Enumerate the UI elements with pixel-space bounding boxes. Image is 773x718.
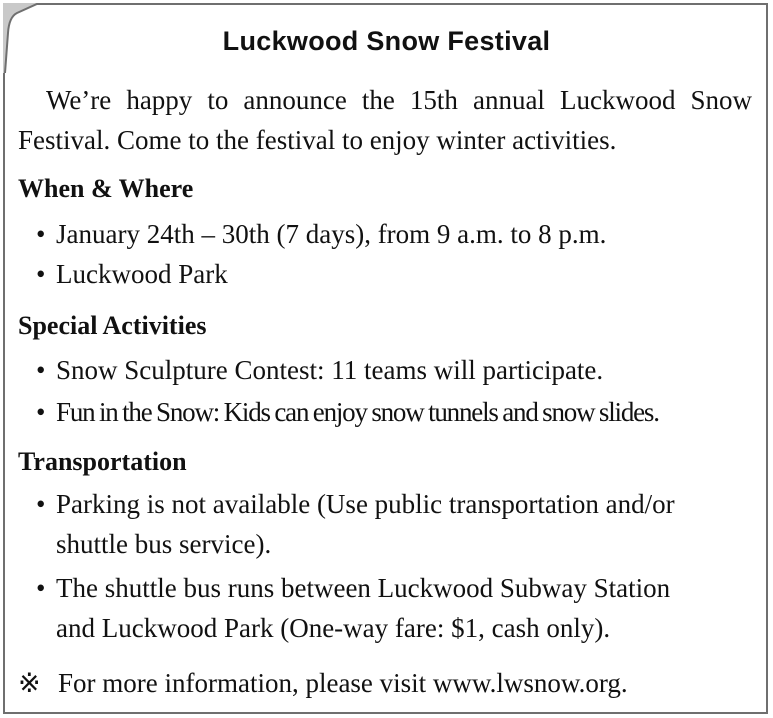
list-item-sculpture-contest [36,350,752,390]
bullet-icon: • [36,573,46,603]
list-item-parking [36,484,752,564]
list-item-text-continued: shuttle bus service). [56,529,272,559]
list-item-text: Parking is not available (Use public transportation and/or [56,489,675,519]
notice-title: Luckwood Snow Festival [222,26,551,56]
bullet-icon: • [36,489,46,519]
heading-special-activities: Special Activities [18,311,207,340]
bullet-icon: • [36,397,45,427]
list-item-fun-in-snow [36,392,752,432]
list-item-dates [36,214,752,254]
list-item-text: The shuttle bus runs between Luckwood Subway Station [56,573,671,603]
heading-transportation: Transportation [18,447,187,476]
reference-mark-icon: ※ [18,668,41,698]
heading-when-where: When & Where [18,174,194,203]
list-item-text: Fun in the Snow: Kids can enjoy snow tunnels and snow slides. [56,397,659,427]
more-info-note [18,668,628,699]
list-item-shuttle-bus [36,568,752,648]
list-item-text: Snow Sculpture Contest: 11 teams will participate. [56,355,604,385]
list-item-location [36,254,752,294]
intro-paragraph: We’re happy to announce the 15th annual Luckwood Snow Festival. Come to the festival to enjoy winter activities. [18,85,752,155]
list-item-text: Luckwood Park [56,259,228,289]
bullet-icon: • [36,355,46,385]
list-item-text: January 24th – 30th (7 days), from 9 a.m. to 8 p.m. [56,219,607,249]
more-info-text: For more information, please visit www.lwsnow.org. [58,668,628,698]
bullet-icon: • [36,259,46,289]
bullet-icon: • [36,219,46,249]
list-item-text-continued: and Luckwood Park (One-way fare: $1, cash only). [56,613,611,643]
